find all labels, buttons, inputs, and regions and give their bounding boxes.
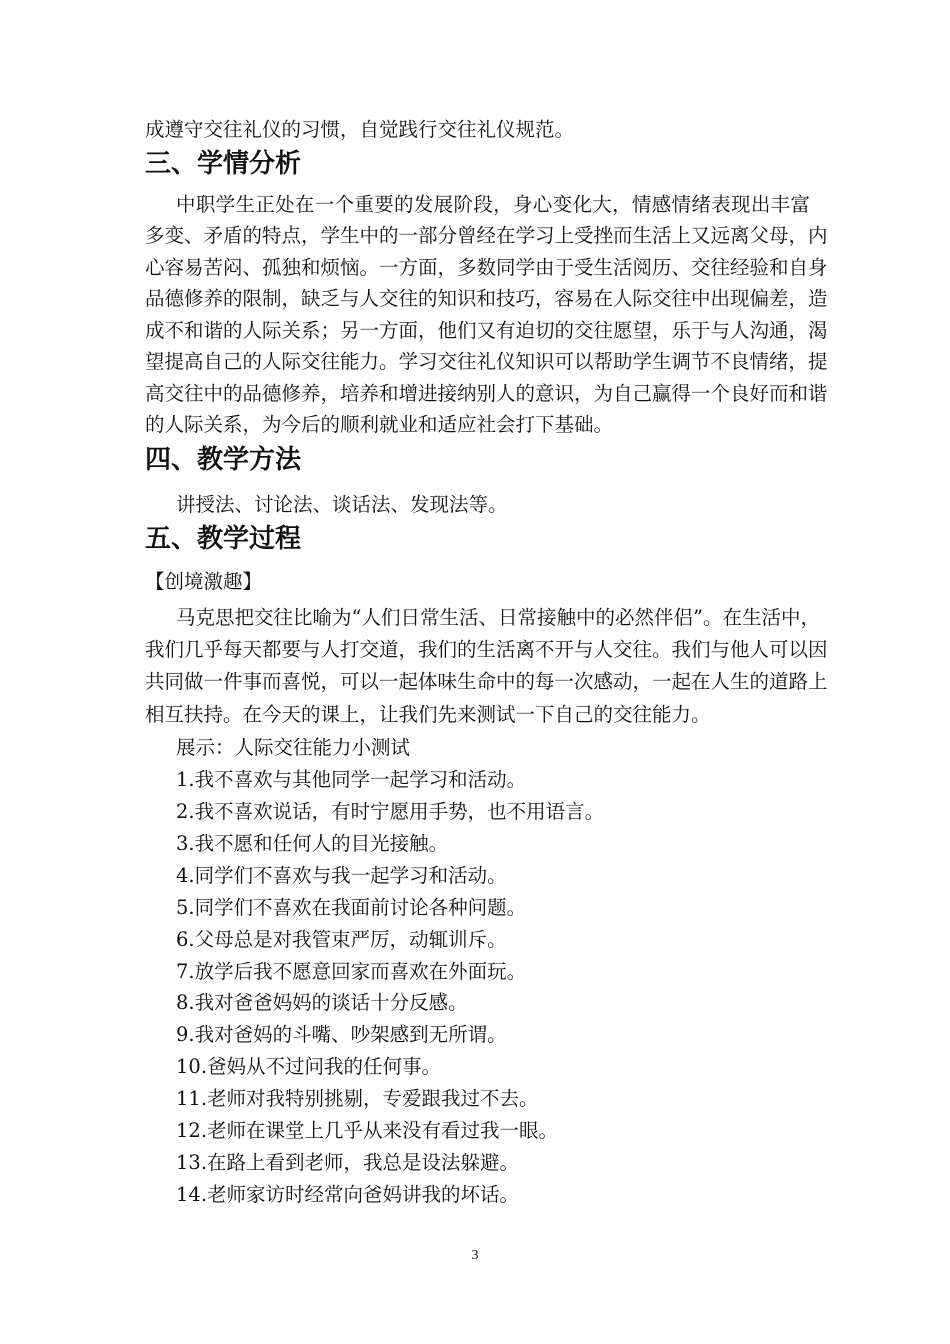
quiz-item: 3.我不愿和任何人的目光接触。: [176, 832, 449, 855]
quiz-item: 7.放学后我不愿意回家而喜欢在外面玩。: [176, 960, 527, 983]
section-3-line: 望提高自己的人际交往能力。学习交往礼仪知识可以帮助学生调节不良情绪，提: [145, 350, 828, 373]
section-3-heading: 三、学情分析: [145, 149, 302, 179]
section-3-line: 品德修养的限制，缺乏与人交往的知识和技巧，容易在人际交往中出现偏差，造: [145, 287, 828, 310]
section-5-heading: 五、教学过程: [145, 524, 302, 554]
quiz-item: 13.在路上看到老师，我总是设法躲避。: [176, 1151, 520, 1174]
section-3-line: 心容易苦闷、孤独和烦恼。一方面，多数同学由于受生活阅历、交往经验和自身: [145, 256, 828, 279]
quiz-item: 11.老师对我特别挑剔，专爱跟我过不去。: [176, 1087, 539, 1110]
quiz-item: 5.同学们不喜欢在我面前讨论各种问题。: [176, 896, 527, 919]
section-3-line: 成不和谐的人际关系；另一方面，他们又有迫切的交往愿望，乐于与人沟通，渴: [145, 319, 828, 342]
quiz-intro: 展示：人际交往能力小测试: [176, 736, 411, 759]
section-3-line: 高交往中的品德修养，培养和增进接纳别人的意识，为自己赢得一个良好而和谐: [145, 382, 828, 405]
section-4-heading: 四、教学方法: [145, 445, 302, 475]
section-5-subheading: 【创境激趣】: [145, 570, 263, 593]
quiz-item: 14.老师家访时经常向爸妈讲我的坏话。: [176, 1183, 520, 1206]
quiz-item: 10.爸妈从不过问我的任何事。: [176, 1055, 442, 1078]
quiz-item: 9.我对爸妈的斗嘴、吵架感到无所谓。: [176, 1023, 507, 1046]
quiz-item: 6.父母总是对我管束严厉，动辄训斥。: [176, 928, 507, 951]
intro-tail-line: 成遵守交往礼仪的习惯，自觉践行交往礼仪规范。: [145, 118, 575, 141]
quiz-item: 8.我对爸爸妈妈的谈话十分反感。: [176, 991, 468, 1014]
section-3-line: 多变、矛盾的特点，学生中的一部分曾经在学习上受挫而生活上又远离父母，内: [145, 224, 828, 247]
quiz-item: 2.我不喜欢说话，有时宁愿用手势，也不用语言。: [176, 800, 605, 823]
quiz-item: 4.同学们不喜欢与我一起学习和活动。: [176, 864, 507, 887]
page-number: 3: [471, 1248, 479, 1263]
section-3-line: 的人际关系，为今后的顺利就业和适应社会打下基础。: [145, 413, 614, 436]
section-5-line: 共同做一件事而喜悦，可以一起体味生命中的每一次感动，一起在人生的道路上: [145, 670, 828, 693]
section-5-line: 相互扶持。在今天的课上，让我们先来测试一下自己的交往能力。: [145, 703, 711, 726]
quiz-item: 1.我不喜欢与其他同学一起学习和活动。: [176, 768, 527, 791]
section-5-line: 我们几乎每天都要与人打交道，我们的生活离不开与人交往。我们与他人可以因: [145, 638, 828, 661]
section-4-text: 讲授法、讨论法、谈话法、发现法等。: [176, 493, 508, 516]
section-3-line: 中职学生正处在一个重要的发展阶段，身心变化大，情感情绪表现出丰富: [176, 193, 810, 216]
quiz-item: 12.老师在课堂上几乎从来没有看过我一眼。: [176, 1119, 559, 1142]
section-5-line: 马克思把交往比喻为“人们日常生活、日常接触中的必然伴侣”。在生活中，: [176, 606, 820, 629]
